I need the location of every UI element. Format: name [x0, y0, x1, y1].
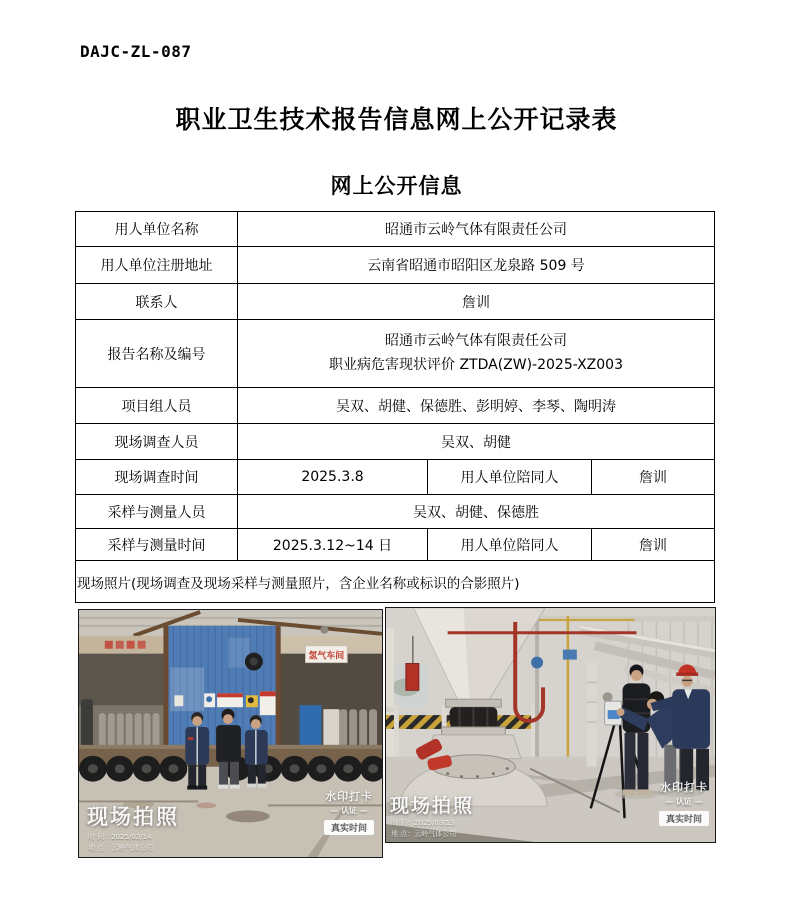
- table-row-employer-name: [76, 212, 715, 247]
- watermark-badge: [324, 788, 374, 835]
- row-value: 吴双、胡健: [238, 424, 715, 460]
- badge-title: 水印打卡: [324, 790, 373, 803]
- report-number-line: 职业病危害现状评价 ZTDA(ZW)-2025-XZ003: [329, 356, 623, 373]
- companion-label: 用人单位陪同人: [428, 460, 592, 495]
- badge-realtime: 真实时间: [324, 820, 374, 835]
- watermark-title: 现场拍照: [390, 795, 475, 817]
- site-group-photo: [78, 609, 383, 858]
- table-row-photos-caption: [76, 561, 715, 603]
- row-label: 报告名称及编号: [76, 320, 238, 388]
- table-row-survey-time: [76, 460, 715, 495]
- row-label: 现场调查人员: [76, 424, 238, 460]
- badge-realtime: 真实时间: [659, 811, 709, 826]
- watermark-location: 地 点：云岭气体公司: [391, 829, 457, 838]
- row-label: 现场调查时间: [76, 460, 238, 495]
- companion-value: 詹训: [592, 460, 715, 495]
- row-value: 2025.3.8: [238, 460, 428, 495]
- row-value: [238, 320, 715, 388]
- companion-label: 用人单位陪同人: [428, 529, 592, 561]
- watermark-time: 时 间：2025/03/14: [88, 833, 152, 841]
- table-row-survey-staff: [76, 424, 715, 460]
- table-row-sampling-staff: [76, 495, 715, 529]
- workshop-sign: [306, 646, 348, 663]
- table-row-sampling-time: [76, 529, 715, 561]
- info-table: [75, 211, 715, 603]
- red-load-cell: [406, 664, 419, 691]
- blue-cabinet: [300, 705, 322, 747]
- row-label: 联系人: [76, 284, 238, 320]
- doc-code: DAJC-ZL-087: [80, 42, 192, 61]
- row-value: 2025.3.12~14 日: [238, 529, 428, 561]
- watermark-meta: [391, 818, 456, 839]
- row-value: 吴双、胡健、保德胜: [238, 495, 715, 529]
- table-row-employer-address: [76, 247, 715, 284]
- row-value: 云南省昭通市昭阳区龙泉路 509 号: [238, 247, 715, 284]
- watermark-meta: [88, 832, 153, 853]
- badge-certified: — 认证 —: [330, 806, 368, 815]
- badge-certified: — 认证 —: [665, 797, 703, 806]
- row-label: 用人单位注册地址: [76, 247, 238, 284]
- measurement-photo: [385, 607, 716, 843]
- row-value: 吴双、胡健、保德胜、彭明婷、李琴、陶明涛: [238, 388, 715, 424]
- report-name-line: 昭通市云岭气体有限责任公司: [385, 333, 567, 350]
- row-label: 项目组人员: [76, 388, 238, 424]
- workshop-sign-text: 氢气车间: [308, 651, 345, 662]
- row-label: 采样与测量时间: [76, 529, 238, 561]
- page-subtitle: 网上公开信息: [330, 174, 463, 198]
- table-row-project-team: [76, 388, 715, 424]
- row-label: 用人单位名称: [76, 212, 238, 247]
- page-title: 职业卫生技术报告信息网上公开记录表: [175, 105, 618, 134]
- watermark-time: 时 间：2025/03/13: [391, 819, 455, 827]
- table-row-contact: [76, 284, 715, 320]
- watermark-title: 现场拍照: [87, 805, 179, 829]
- table-row-report-name-number: [76, 320, 715, 388]
- row-label: 采样与测量人员: [76, 495, 238, 529]
- companion-value: 詹训: [592, 529, 715, 561]
- watermark-badge: [659, 779, 709, 826]
- photos-caption: 现场照片(现场调查及现场采样与测量照片，含企业名称或标识的合影照片): [76, 561, 715, 603]
- row-value: 昭通市云岭气体有限责任公司: [238, 212, 715, 247]
- row-value: 詹训: [238, 284, 715, 320]
- badge-title: 水印打卡: [659, 781, 708, 794]
- watermark-location: 地 点：云岭气体公司: [88, 843, 154, 852]
